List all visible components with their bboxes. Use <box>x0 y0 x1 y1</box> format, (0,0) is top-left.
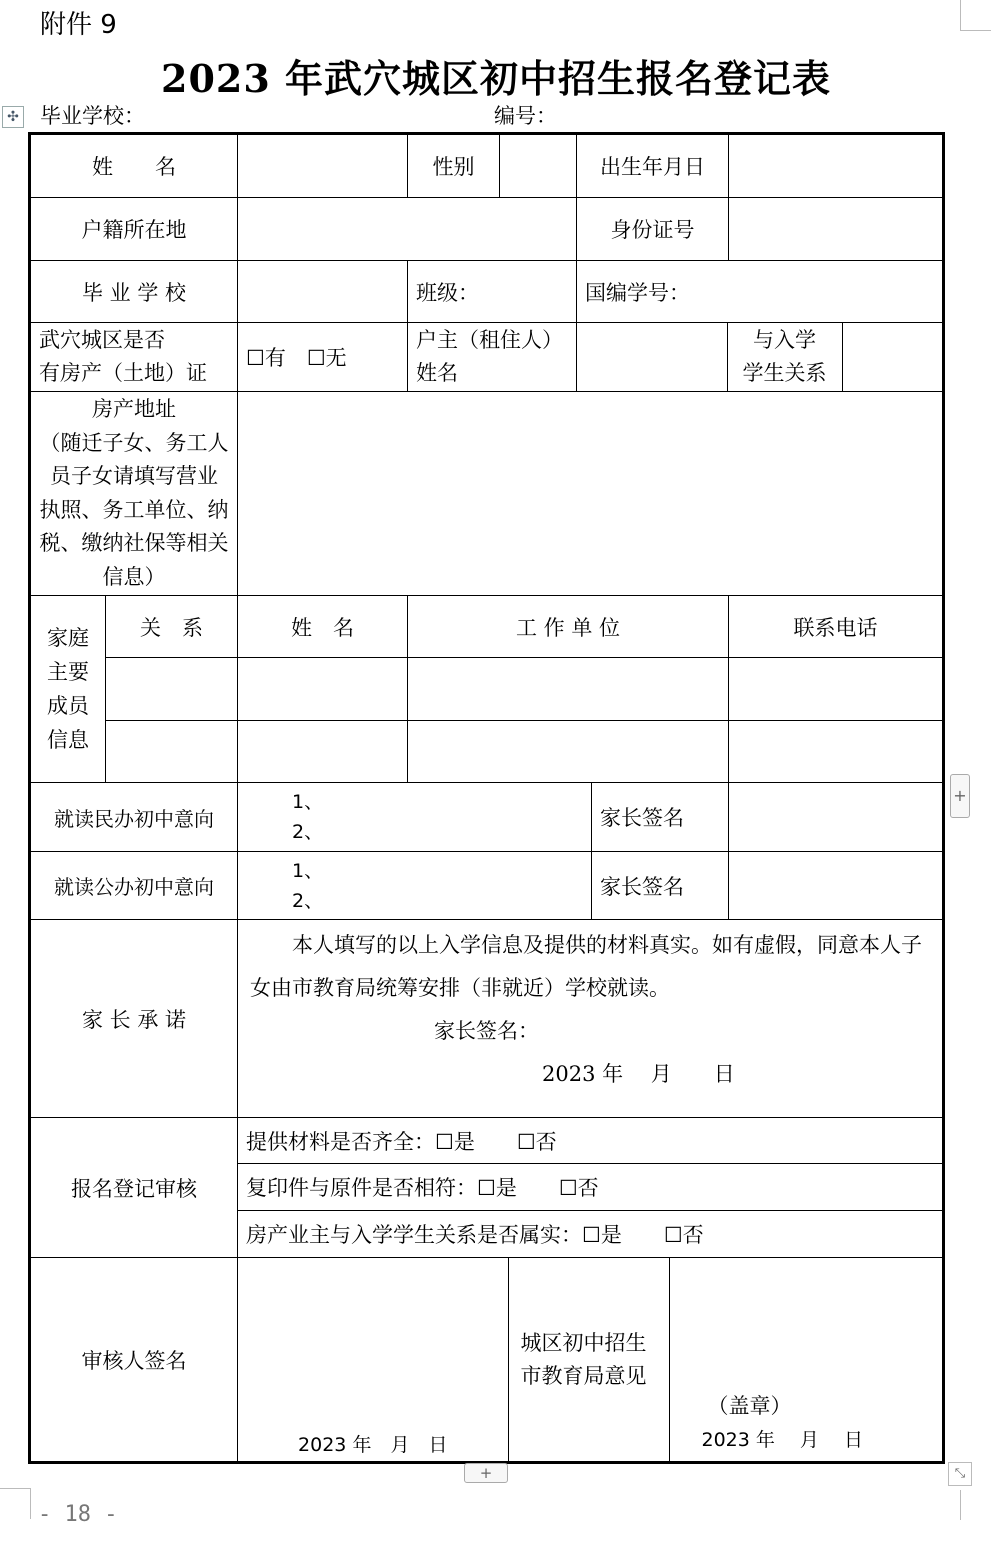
address-label-line4: 执照、务工单位、纳 <box>39 497 229 522</box>
promise-date[interactable]: 2023 年 月 日 <box>542 1062 735 1086</box>
reviewer-signature-label: 审核人签名 <box>30 1258 238 1463</box>
owner-relation-group <box>577 323 944 392</box>
final-approval-group <box>238 1258 944 1463</box>
public-intent-item-2[interactable]: 2、 <box>292 889 324 912</box>
row-hukou <box>30 198 944 261</box>
family-header-row <box>30 596 944 658</box>
class-field[interactable]: 班级： <box>408 261 577 323</box>
table-resize-icon[interactable]: ⤡ <box>948 1462 972 1486</box>
gender-field[interactable] <box>500 134 577 198</box>
owner-name-field[interactable] <box>577 323 727 391</box>
public-parent-sign-field[interactable] <box>729 852 944 920</box>
family-col-relation: 关 系 <box>106 596 238 658</box>
private-parent-sign-field[interactable] <box>729 783 944 852</box>
birthdate-field[interactable] <box>729 134 944 198</box>
row-school <box>30 261 944 323</box>
page-corner-mark-bottom-left <box>0 1488 31 1519</box>
family-row-2 <box>30 721 944 783</box>
bureau-date[interactable]: 2023 年 月 日 <box>701 1429 863 1451</box>
family-label-line4: 信息 <box>47 728 89 752</box>
family-section-label <box>30 596 106 783</box>
no-property-checkbox[interactable]: ☐无 <box>306 346 347 370</box>
form-title: 2023 年武穴城区初中招生报名登记表 <box>161 56 831 101</box>
relation-label <box>727 323 842 391</box>
private-intent-item-2[interactable]: 2、 <box>292 821 324 843</box>
education-bureau-opinion-field[interactable] <box>669 1258 946 1461</box>
student-number-field[interactable]: 国编学号： <box>577 261 944 323</box>
gender-label: 性别 <box>408 134 500 198</box>
property-question <box>30 323 238 392</box>
birthdate-label: 出生年月日 <box>577 134 729 198</box>
promise-content <box>238 920 944 1118</box>
school-label: 毕 业 学 校 <box>30 261 238 323</box>
table-move-icon[interactable]: ✣ <box>2 106 24 128</box>
id-number-field[interactable] <box>729 198 944 261</box>
address-label-line5: 税、缴纳社保等相关 <box>39 531 229 555</box>
row-parent-promise <box>30 920 944 1118</box>
row-property-address <box>30 392 944 596</box>
education-bureau-opinion-label <box>508 1258 669 1461</box>
family-phone-field-2[interactable] <box>729 721 944 783</box>
row-private-intent <box>30 783 944 852</box>
family-relation-field-1[interactable] <box>106 658 238 721</box>
private-parent-sign-label: 家长签名 <box>592 783 729 852</box>
owner-name-label-line1: 户主（租住人） <box>416 328 563 352</box>
private-intent-label: 就读民办初中意向 <box>30 783 238 852</box>
family-phone-field-1[interactable] <box>729 658 944 721</box>
property-address-label <box>30 392 238 596</box>
reviewer-date[interactable]: 2023 年 月 日 <box>298 1434 448 1456</box>
page-corner-mark-bottom-right <box>960 1490 991 1520</box>
add-row-button[interactable]: + <box>464 1463 508 1483</box>
name-label: 姓 名 <box>30 134 238 198</box>
row-property <box>30 323 944 392</box>
relation-label-line1: 与入学 <box>753 328 816 352</box>
opinion-label-line2: 市教育局意见 <box>520 1363 647 1388</box>
review-materials-complete[interactable]: 提供材料是否齐全：☐是 ☐否 <box>238 1118 944 1164</box>
serial-number-label: 编号： <box>494 104 557 128</box>
hukou-label: 户籍所在地 <box>30 198 238 261</box>
public-intent-item-1[interactable]: 1、 <box>292 859 324 882</box>
family-label-line1: 家庭 <box>47 626 89 650</box>
private-intent-item-1[interactable]: 1、 <box>292 791 324 813</box>
seal-label: （盖章） <box>707 1394 792 1418</box>
family-col-name: 姓 名 <box>238 596 408 658</box>
row-public-intent <box>30 852 944 920</box>
family-name-field-2[interactable] <box>238 721 408 783</box>
name-field[interactable] <box>238 134 408 198</box>
page-corner-mark <box>960 0 991 31</box>
hukou-field[interactable] <box>238 198 577 261</box>
has-property-checkbox[interactable]: ☐有 <box>246 346 286 370</box>
id-number-label: 身份证号 <box>577 198 729 261</box>
family-label-line3: 成员 <box>47 694 89 718</box>
promise-sign[interactable]: 家长签名： <box>434 1019 539 1043</box>
row-final-approval <box>30 1258 944 1463</box>
row-basic-info <box>30 134 944 198</box>
attachment-label: 附件 9 <box>40 10 117 40</box>
address-label-line1: 房产地址 <box>92 397 176 421</box>
page-number: - 18 - <box>38 1502 118 1527</box>
public-intent-label: 就读公办初中意向 <box>30 852 238 920</box>
family-name-field-1[interactable] <box>238 658 408 721</box>
relation-field[interactable] <box>842 323 942 391</box>
graduation-school-label: 毕业学校： <box>40 104 145 128</box>
property-address-field[interactable] <box>238 392 944 596</box>
add-column-button[interactable]: + <box>950 774 970 818</box>
family-workplace-field-2[interactable] <box>408 721 729 783</box>
review-owner-relation[interactable]: 房产业主与入学学生关系是否属实：☐是 ☐否 <box>238 1211 944 1258</box>
public-parent-sign-label: 家长签名 <box>592 852 729 920</box>
opinion-label-line1: 城区初中招生 <box>520 1330 647 1355</box>
address-label-line3: 员子女请填写营业 <box>50 464 218 488</box>
school-field[interactable] <box>238 261 408 323</box>
owner-name-label-line2: 姓名 <box>416 361 458 385</box>
promise-text: 本人填写的以上入学信息及提供的材料真实。如有虚假，同意本人子女由市教育局统筹安排（非就近）学校就读。 <box>250 933 922 1000</box>
private-intent-choices[interactable] <box>238 783 592 852</box>
address-label-line2: （随迁子女、务工人 <box>39 430 229 455</box>
review-row-1 <box>30 1118 944 1164</box>
reviewer-signature-field[interactable] <box>238 1258 508 1461</box>
family-label-line2: 主要 <box>47 660 89 684</box>
owner-name-label <box>408 323 577 392</box>
relation-label-line2: 学生关系 <box>742 361 827 385</box>
registration-form <box>28 132 945 1464</box>
family-col-workplace: 工 作 单 位 <box>408 596 729 658</box>
family-col-phone: 联系电话 <box>729 596 944 658</box>
promise-label: 家 长 承 诺 <box>30 920 238 1118</box>
family-workplace-field-1[interactable] <box>408 658 729 721</box>
property-options <box>238 323 408 392</box>
family-row-1 <box>30 658 944 721</box>
family-relation-field-2[interactable] <box>106 721 238 783</box>
property-question-line1: 武穴城区是否 <box>39 328 165 352</box>
review-copies-match[interactable]: 复印件与原件是否相符：☐是 ☐否 <box>238 1164 944 1211</box>
property-question-line2: 有房产（土地）证 <box>39 361 207 385</box>
review-label: 报名登记审核 <box>30 1118 238 1258</box>
address-label-line6: 信息） <box>102 564 166 589</box>
public-intent-choices[interactable] <box>238 852 592 920</box>
